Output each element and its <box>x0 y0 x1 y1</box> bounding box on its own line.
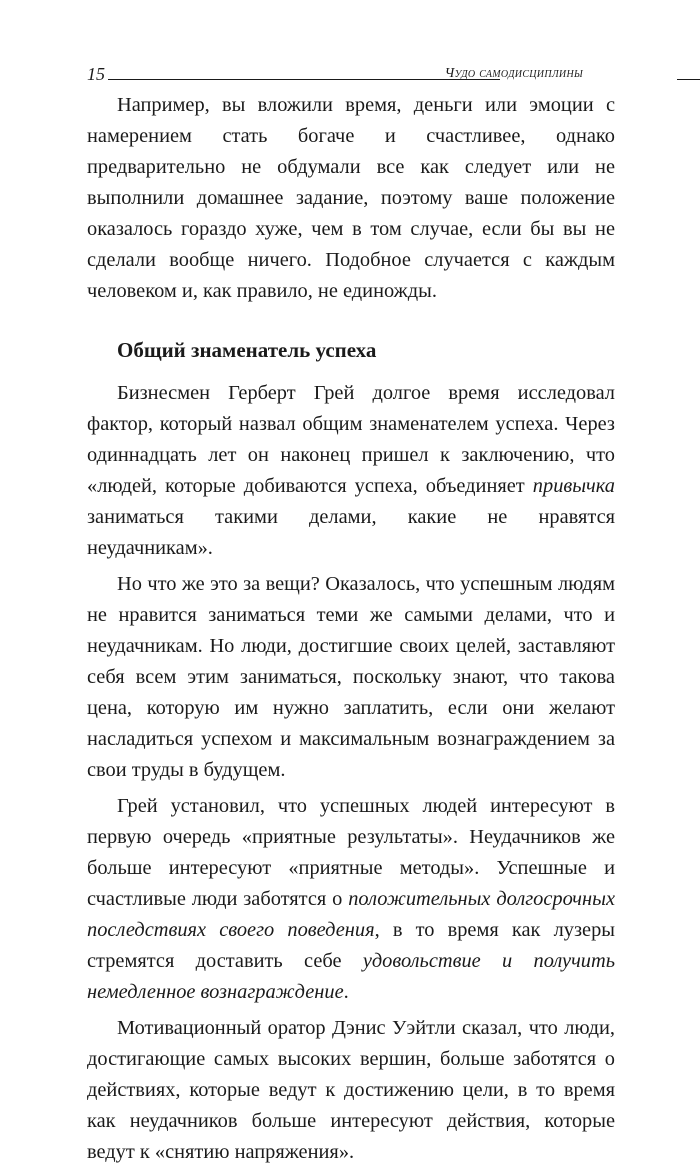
running-header <box>87 64 615 86</box>
emphasis-text: привычка <box>532 475 615 497</box>
page-number: 15 <box>87 64 105 84</box>
emphasis-text: удовольствие и получить немедленное вознаграждение <box>87 950 615 1003</box>
emphasis-text: положительных долгосрочных последствиях своего поведения <box>87 888 615 941</box>
paragraph-waitley: Мотивационный оратор Дэнис Уэйтли сказал, что люди, достигающие самых высоких вершин, больше заботятся о действиях, которые ведут к достижению цели, в то время как неудачников больше интересуют действия, которые ведут к «снятию напряжения». <box>87 1017 615 1163</box>
paragraph-text: Грей установил, что успешных людей интересуют в первую очередь «приятные результаты». Неудачников же больше интересуют «приятные методы». Успешные и счастливые люди заботятся о <box>87 795 615 910</box>
paragraph-intro: Например, вы вложили время, деньги или эмоции с намерением стать богаче и счастливее, однако предварительно не обдумали все как следует или не выполнили домашнее задание, поэтому ваше положение оказалось гораздо хуже, чем в том случае, если бы вы не сделали вообще ничего. Подобное случается с каждым человеком и, как правило, не единожды. <box>87 94 615 302</box>
page-body <box>87 90 615 1168</box>
paragraph-text: . <box>343 981 349 1003</box>
section-heading: Общий знаменатель успеха <box>117 338 377 362</box>
paragraph-text: , в то время как лузеры стремятся доставить себе <box>87 919 615 972</box>
paragraph-pleasant-results <box>87 791 615 1008</box>
paragraph-what-things: Но что же это за вещи? Оказалось, что успешным людям не нравится заниматься теми же самыми делами, что и неудачникам. Но люди, достигшие своих целей, заставляют себя всем этим заниматься, поскольку знают, что такова цена, которую им нужно заплатить, если они желают насладиться успехом и максимальным вознаграждением за свои труды в будущем. <box>87 573 615 781</box>
paragraph-grey-research <box>87 378 615 564</box>
running-title: Чудо самодисциплины <box>444 66 583 81</box>
header-rule-left <box>108 79 500 80</box>
paragraph-text: Бизнесмен Герберт Грей долгое время исследовал фактор, который назвал общим знаменателем успеха. Через одиннадцать лет он наконец пришел к заключению, что «людей, которые добиваются успеха, объединяет <box>87 382 615 497</box>
paragraph-text: заниматься такими делами, какие не нравятся неудачникам». <box>87 506 615 559</box>
header-rule-right <box>677 79 700 80</box>
